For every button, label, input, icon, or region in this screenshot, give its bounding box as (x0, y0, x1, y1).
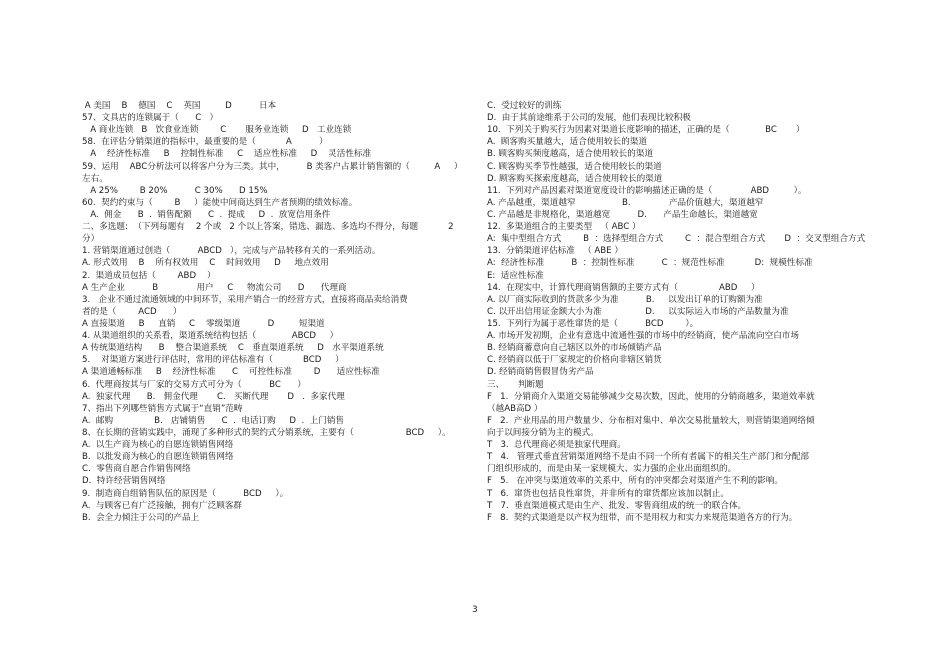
text-line: A 渠道通畅标准 B 经济性标准 C 可控性标准 D 适应性标准 (82, 367, 380, 378)
text-line: （越AB高D ） (487, 403, 543, 414)
text-line: A: 经济性标准 B ：控制性标准 C ：规范性标准 D: 规模性标准 (487, 258, 813, 269)
text-line: B. 会全力倾注于公司的产品上 (82, 512, 200, 523)
text-line: A 商业连锁 B 饮食业连锁 C 服务业连锁 D 工业连锁 (82, 125, 352, 136)
text-line: 15. 下列行为属于恶性窜货的是（ BCD ）。 (487, 318, 699, 329)
text-line: A. 顾客购买量越大，适合使用较长的渠道 (487, 137, 648, 148)
text-line: 5. 对渠道方案进行评估时，常用的评估标准有（ BCD ） (82, 355, 344, 366)
text-line: A. 以生产商为核心的自愿连锁销售网络 (82, 440, 234, 451)
text-line: D. 特许经营销售网络 (82, 476, 166, 487)
text-line: A 生产企业 B 用户 C 物流公司 D 代理商 (82, 282, 347, 293)
text-line: 2. 渠道成员包括（ ABD ） (82, 270, 216, 281)
text-line: 14. 在现实中，计算代理商销售额的主要方式有（ ABD ） (487, 282, 760, 293)
text-line: 分） (82, 234, 100, 245)
right-column (487, 100, 887, 524)
text-line: A. 形式效用 B 所有权效用 C 时间效用 D 地点效用 (82, 258, 329, 269)
text-line: F 2. 产业用品的用户数量少、分布相对集中、单次交易批量较大，则营销渠道网络倾 (487, 415, 815, 426)
text-line: 左右。 (82, 173, 108, 184)
text-line: C. 产品越是非规格化，渠道越宽 D. 产品生命越长，渠道越宽 (487, 209, 758, 220)
text-line: 6. 代理商按其与厂家的交易方式可分为（ BC ） (82, 379, 306, 390)
text-line: D. 经销商销售假冒伪劣产品 (487, 367, 594, 378)
text-line: A: 集中型组合方式 B ：选择型组合方式 C ：混合型组合方式 D ：交叉型组合方式 (487, 234, 866, 245)
text-line: T 3. 总代理商必须是独家代理商。 (487, 440, 626, 451)
text-line: D. 顾客购买探索度越高，适合使用较长的渠道 (487, 173, 663, 184)
text-line: 59、运用 ABC分析法可以将客户分为三类。其中， B 类客户占累计销售额的（ A ） (82, 161, 463, 172)
text-line: 60. 契约约束与（ B ）能使中间商达到生产者预期的绩效标准。 (82, 197, 358, 208)
text-line: C. 受过较好的训练 (487, 101, 562, 111)
text-line: F 8. 契约式渠道是以产权为纽带，而不是用权力和实力来规范渠道各方的行为。 (487, 512, 798, 523)
text-line: A. 市场开发初期，企业有意选中流通性强的市场中的经销商，使产品流向空白市场 (487, 331, 799, 342)
text-line: B. 经销商蓄意向自己辖区以外的市场倾销产品 (487, 343, 662, 354)
text-line: F 5. 在冲突与渠道效率的关系中，所有的冲突都会对渠道产生不利的影响。 (487, 476, 783, 487)
text-line: F 1. 分销商介入渠道交易能够减少交易次数，因此，使用的分销商越多，渠道效率就 (487, 391, 815, 402)
text-line: C. 顾客购买季节性越强，适合使用较长的渠道 (487, 161, 662, 172)
text-line: E: 适应性标准 (487, 270, 544, 281)
text-line: C. 以开出信用证金额大小为准 D. 以实际运入市场的产品数量为准 (487, 306, 789, 317)
text-line: A 直接渠道 B 直销 C 零级渠道 D 短渠道 (82, 318, 325, 329)
text-line: 13. 分销渠道评估标准 （ ABE ） (487, 246, 623, 257)
text-line: A. 邮购 B. 店铺销售 C . 电话订购 D . 上门销售 (82, 415, 345, 426)
text-line: 9. 制造商自组销售队伍的原因是（ BCD ）。 (82, 488, 289, 499)
text-line: A 美国 B 德国 C 英国 D 日本 (82, 101, 277, 111)
text-line: T 4. 管理式垂直营销渠道网络不是由不同一个所有者属下的相关生产部门和分配部 (487, 452, 810, 463)
text-line: A. 产品越重，渠道越窄 B. 产品价值越大，渠道越窄 (487, 197, 764, 208)
text-line: A. 以厂商实际收到的货款多少为准 B. 以发出订单的订购额为准 (487, 294, 763, 305)
text-line: D. 由于其前途维系于公司的发展，他们表现比较积极 (487, 113, 691, 124)
text-line: 8、在长期的营销实践中，涌现了多种形式的契约式分销系统，主要有（ BCD ）。 (82, 427, 451, 438)
text-line: B. 以批发商为核心的自愿连锁销售网络 (82, 452, 234, 463)
text-line: 3. 企业不通过流通领域的中间环节，采用产销合一的经营方式，直接将商品卖给消费 (82, 294, 408, 305)
text-line: A. 与顾客已有广泛接触，拥有广泛顾客群 (82, 500, 243, 511)
text-line: A. 独家代理 B. 佣金代理 C. 买断代理 D . 多家代理 (82, 391, 345, 402)
page-number: 3 (472, 605, 478, 615)
text-line: 7、指出下列哪些销售方式属于“直销”范畴 (82, 403, 243, 414)
left-column (82, 100, 482, 524)
text-line: A 25% B 20% C 30% D 15% (82, 185, 268, 196)
text-line: 58. 在评估分销渠道的指标中，最重要的是（ A ） (82, 137, 328, 148)
text-line: T 6. 窜货也包括良性窜货，并非所有的窜货都应该加以制止。 (487, 488, 729, 499)
text-line: T 7. 垂直渠道模式是由生产、批发、零售商组成的统一的联合体。 (487, 500, 747, 511)
text-line: A. 佣金 B . 销售配额 C . 提成 D . 放宽信用条件 (82, 209, 331, 220)
text-line: 三、 判断题 (487, 379, 544, 390)
text-line: 12. 多渠道组合的主要类型 （ ABC ） (487, 222, 641, 233)
text-line: A 传统渠道结构 B 整合渠道系统 C 垂直渠道系统 D 水平渠道系统 (82, 343, 384, 354)
text-line: 门组织形成的，而是由某一家规模大、实力强的企业出面组织的。 (487, 464, 737, 475)
text-line: 11. 下列对产品因素对渠道宽度设计的影响描述正确的是（ ABD ）。 (487, 185, 807, 196)
text-line: B. 顾客购买频度越高，适合使用较长的渠道 (487, 149, 654, 160)
text-line: C. 经销商以低于厂家规定的价格向非辖区销货 (487, 355, 662, 366)
text-line: 者的是（ ACD ） (82, 306, 182, 317)
text-line: 4. 从渠道组织的关系看，渠道系统结构包括（ ABCD ） (82, 331, 339, 342)
text-line: 57、文具店的连锁属于（ C ） (82, 113, 219, 124)
text-line: 10. 下列关于购买行为因素对渠道长度影响的描述，正确的是（ BC ） (487, 125, 805, 136)
text-line: C. 零售商自愿合作销售网络 (82, 464, 191, 475)
text-line: 向于以间接分销为主的模式。 (487, 427, 599, 438)
text-line: 二、多选题: （下列每题有 2 个或 2 个以上答案，错选、漏选、多选均不得分，每题 2 (82, 222, 454, 233)
text-line: A 经济性标准 B 控制性标准 C 适应性标准 D 灵活性标准 (82, 149, 372, 160)
text-line: 1. 营销渠道通过创造（ ABCD ），完成与产品转移有关的一系列活动。 (82, 246, 381, 257)
